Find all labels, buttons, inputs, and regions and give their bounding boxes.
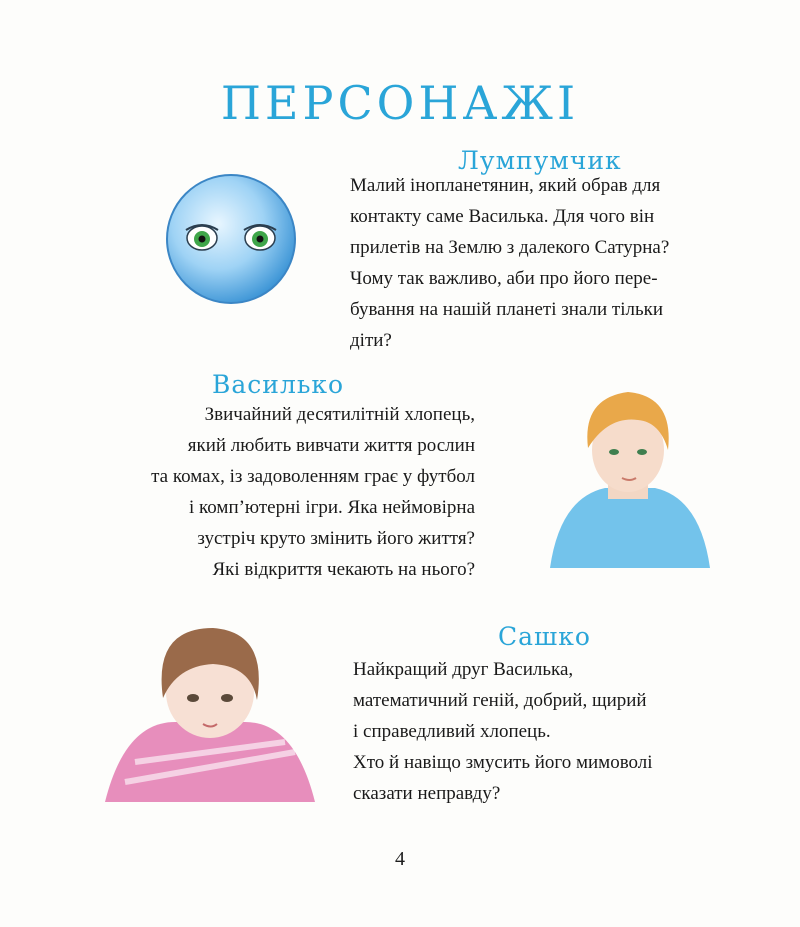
lumpumchyk-description [350, 170, 669, 356]
description-line: та комах, із задоволенням грає у футбол [151, 466, 475, 487]
description-line: Чому так важливо, аби про його пере- [350, 268, 658, 289]
sashko-illustration [95, 612, 325, 802]
lumpumchyk-illustration [160, 168, 302, 310]
description-line: діти? [350, 330, 392, 351]
vasylko-illustration [530, 378, 730, 578]
sashko-description [353, 654, 653, 809]
description-line: Малий інопланетянин, який обрав для [350, 175, 661, 196]
description-line: Хто й навіщо змусить його мимоволі [353, 752, 653, 773]
description-line: контакту саме Василька. Для чого він [350, 206, 655, 227]
description-line: сказати неправду? [353, 783, 501, 804]
description-line: Найкращий друг Василька, [353, 659, 574, 680]
character-name-sashko: Сашко [498, 622, 591, 651]
description-line: Звичайний десятилітній хлопець, [204, 404, 475, 425]
character-name-vasylko: Василько [212, 370, 345, 399]
description-line: бування на нашій планеті знали тільки [350, 299, 664, 320]
description-line: зустріч круто змінить його життя? [197, 528, 475, 549]
page-number: 4 [395, 848, 405, 870]
character-name-lumpumchyk: Лумпумчик [458, 146, 622, 175]
description-line: і справедливий хлопець. [353, 721, 551, 742]
description-line: який любить вивчати життя рослин [187, 435, 475, 456]
description-line: прилетів на Землю з далекого Сатурна? [350, 237, 670, 258]
description-line: Які відкриття чекають на нього? [212, 559, 475, 580]
description-line: і комп’ютерні ігри. Яка неймовірна [188, 497, 475, 518]
description-line: математичний геній, добрий, щирий [353, 690, 647, 711]
vasylko-description [120, 399, 475, 585]
page-title: ПЕРСОНАЖІ [220, 76, 580, 130]
